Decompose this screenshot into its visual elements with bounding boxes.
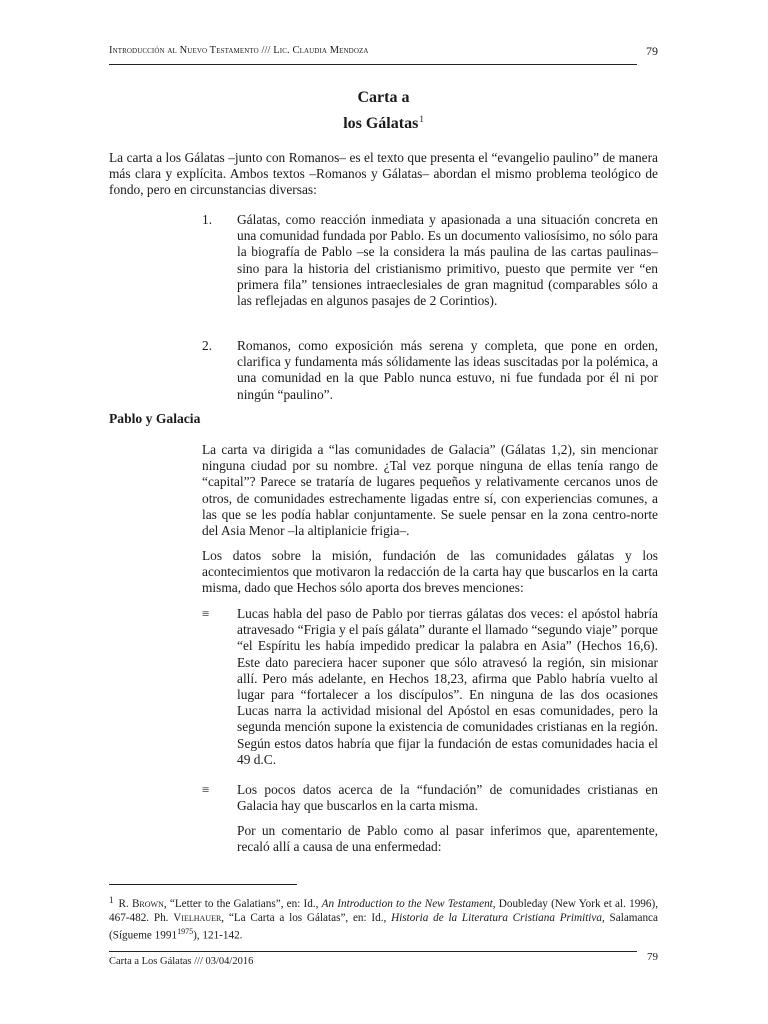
section-heading: Pablo y Galacia (109, 411, 201, 426)
footnote-text: ), 121-142. (193, 929, 243, 942)
bullet-symbol-2: ≡ (202, 782, 210, 797)
header-divider (109, 64, 637, 65)
footnote-author: Vielhauer (173, 912, 222, 924)
footnote-text: , “Letter to the Galatians”, en: Id., (163, 898, 322, 910)
intro-paragraph: La carta a los Gálatas –junto con Romanos– es el texto que presenta el “evangelio paulino” de manera más clara y explícita. Ambos textos –Romanos y Gálatas– abordan el mismo problema teológico de fondo, pero en circunstancias diversas: (109, 150, 658, 198)
footnote-divider (109, 884, 297, 885)
footnote-text: Doubleday (New York et al. 1996), 467-482. Ph. (109, 898, 658, 924)
item-number-2: 2. (202, 338, 213, 353)
footnote-text: R. (118, 898, 132, 910)
footnote-marker: 1 (109, 895, 114, 905)
bullet-text-1: Lucas habla del paso de Pablo por tierras gálatas dos veces: el apóstol habría atravesado “Frigia y el país gálata” durante el llamado “segundo viaje” porque “el Espíritu les había impedido predicar la palabra en Asia” (Hechos 16,6). Este dato pareciera hacer suponer que sólo atravesó la región, sin misionar allí. Pero más adelante, en Hechos 18,23, afirma que Pablo habría vuelto al lugar para “fortalecer a los discípulos”. En ninguna de las dos ocasiones Lucas narra la actividad misional del Apóstol en esas comunidades, pero la segunda mención supone la existencia de comunidades cristianas en la región. Según estos datos habría que fijar la fundación de estas comunidades hacia el 49 d.C. (237, 606, 658, 767)
item-number-1: 1. (202, 212, 213, 227)
section-paragraph-3: Por un comentario de Pablo como al pasar inferimos que, aparentemente, recaló allí a causa de una enfermedad: (237, 823, 658, 855)
section-paragraph-1: La carta va dirigida a “las comunidades de Galacia” (Gálatas 1,2), sin mencionar ninguna ciudad por su nombre. ¿Tal vez porque ninguna de ellas tenía rango de “capital”? Parece se trataría de lugares pequeños y relativamente cercanos unos de otros, de comunidades estrechamente ligadas entre sí, con experiencias comunes, a las que se les podía hablar conjuntamente. Se suele pensar en la zona centro-norte del Asia Menor –la altiplanicie frigia–. (202, 442, 658, 539)
footnote-book-title: An Introduction to the New Testament, (321, 898, 496, 910)
footnote-author: Brown (131, 898, 164, 910)
running-header: Introducción al Nuevo Testamento /// Lic. Claudia Mendoza (109, 45, 369, 56)
bullet-symbol-1: ≡ (202, 606, 210, 621)
footer-text: Carta a Los Gálatas /// 03/04/2016 (109, 956, 254, 967)
item-text-1: Gálatas, como reacción inmediata y apasionada a una situación concreta en una comunidad fundada por Pablo. Es un documento valiosísimo, no sólo para la biografía de Pablo –se la considera la más paulina de las cartas paulinas– sino para la historia del cristianismo primitivo, puesto que permite ver “en primera fila” tensiones intraeclesiales de gran magnitud (comparables sólo a las reflejadas en algunos pasajes de 2 Corintios). (237, 212, 658, 309)
footer-divider (109, 951, 637, 952)
footnote (109, 893, 658, 943)
footnote-edition-sup: 1975 (177, 927, 194, 936)
footnote-text: Salamanca (Sígueme 1991 (109, 912, 658, 942)
section-paragraph-2: Los datos sobre la misión, fundación de las comunidades gálatas y los acontecimientos que motivaron la redacción de la carta hay que buscarlos en la carta misma, dado que Hechos sólo aporta dos breves menciones: (202, 548, 658, 596)
footnote-text: , “La Carta a los Gálatas”, en: Id., (221, 912, 392, 924)
title-line-1: Carta a (357, 89, 410, 106)
title-line-2-text: los Gálatas (343, 115, 419, 132)
title-footnote-ref: 1 (419, 114, 424, 124)
title-line-2 (109, 108, 658, 135)
page-number-top: 79 (646, 44, 658, 58)
page-number-bottom: 79 (647, 951, 658, 963)
item-text-2: Romanos, como exposición más serena y completa, que pone en orden, clarifica y fundamenta más sólidamente las ideas suscitadas por la polémica, a una comunidad en la que Pablo nunca estuvo, ni fue fundada por él ni por ningún “paulino”. (237, 338, 658, 402)
footnote-book-title: Historia de la Literatura Cristiana Primitiva, (391, 912, 605, 924)
bullet-text-2: Los pocos datos acerca de la “fundación” de comunidades cristianas en Galacia hay que buscarlos en la carta misma. (237, 782, 658, 814)
